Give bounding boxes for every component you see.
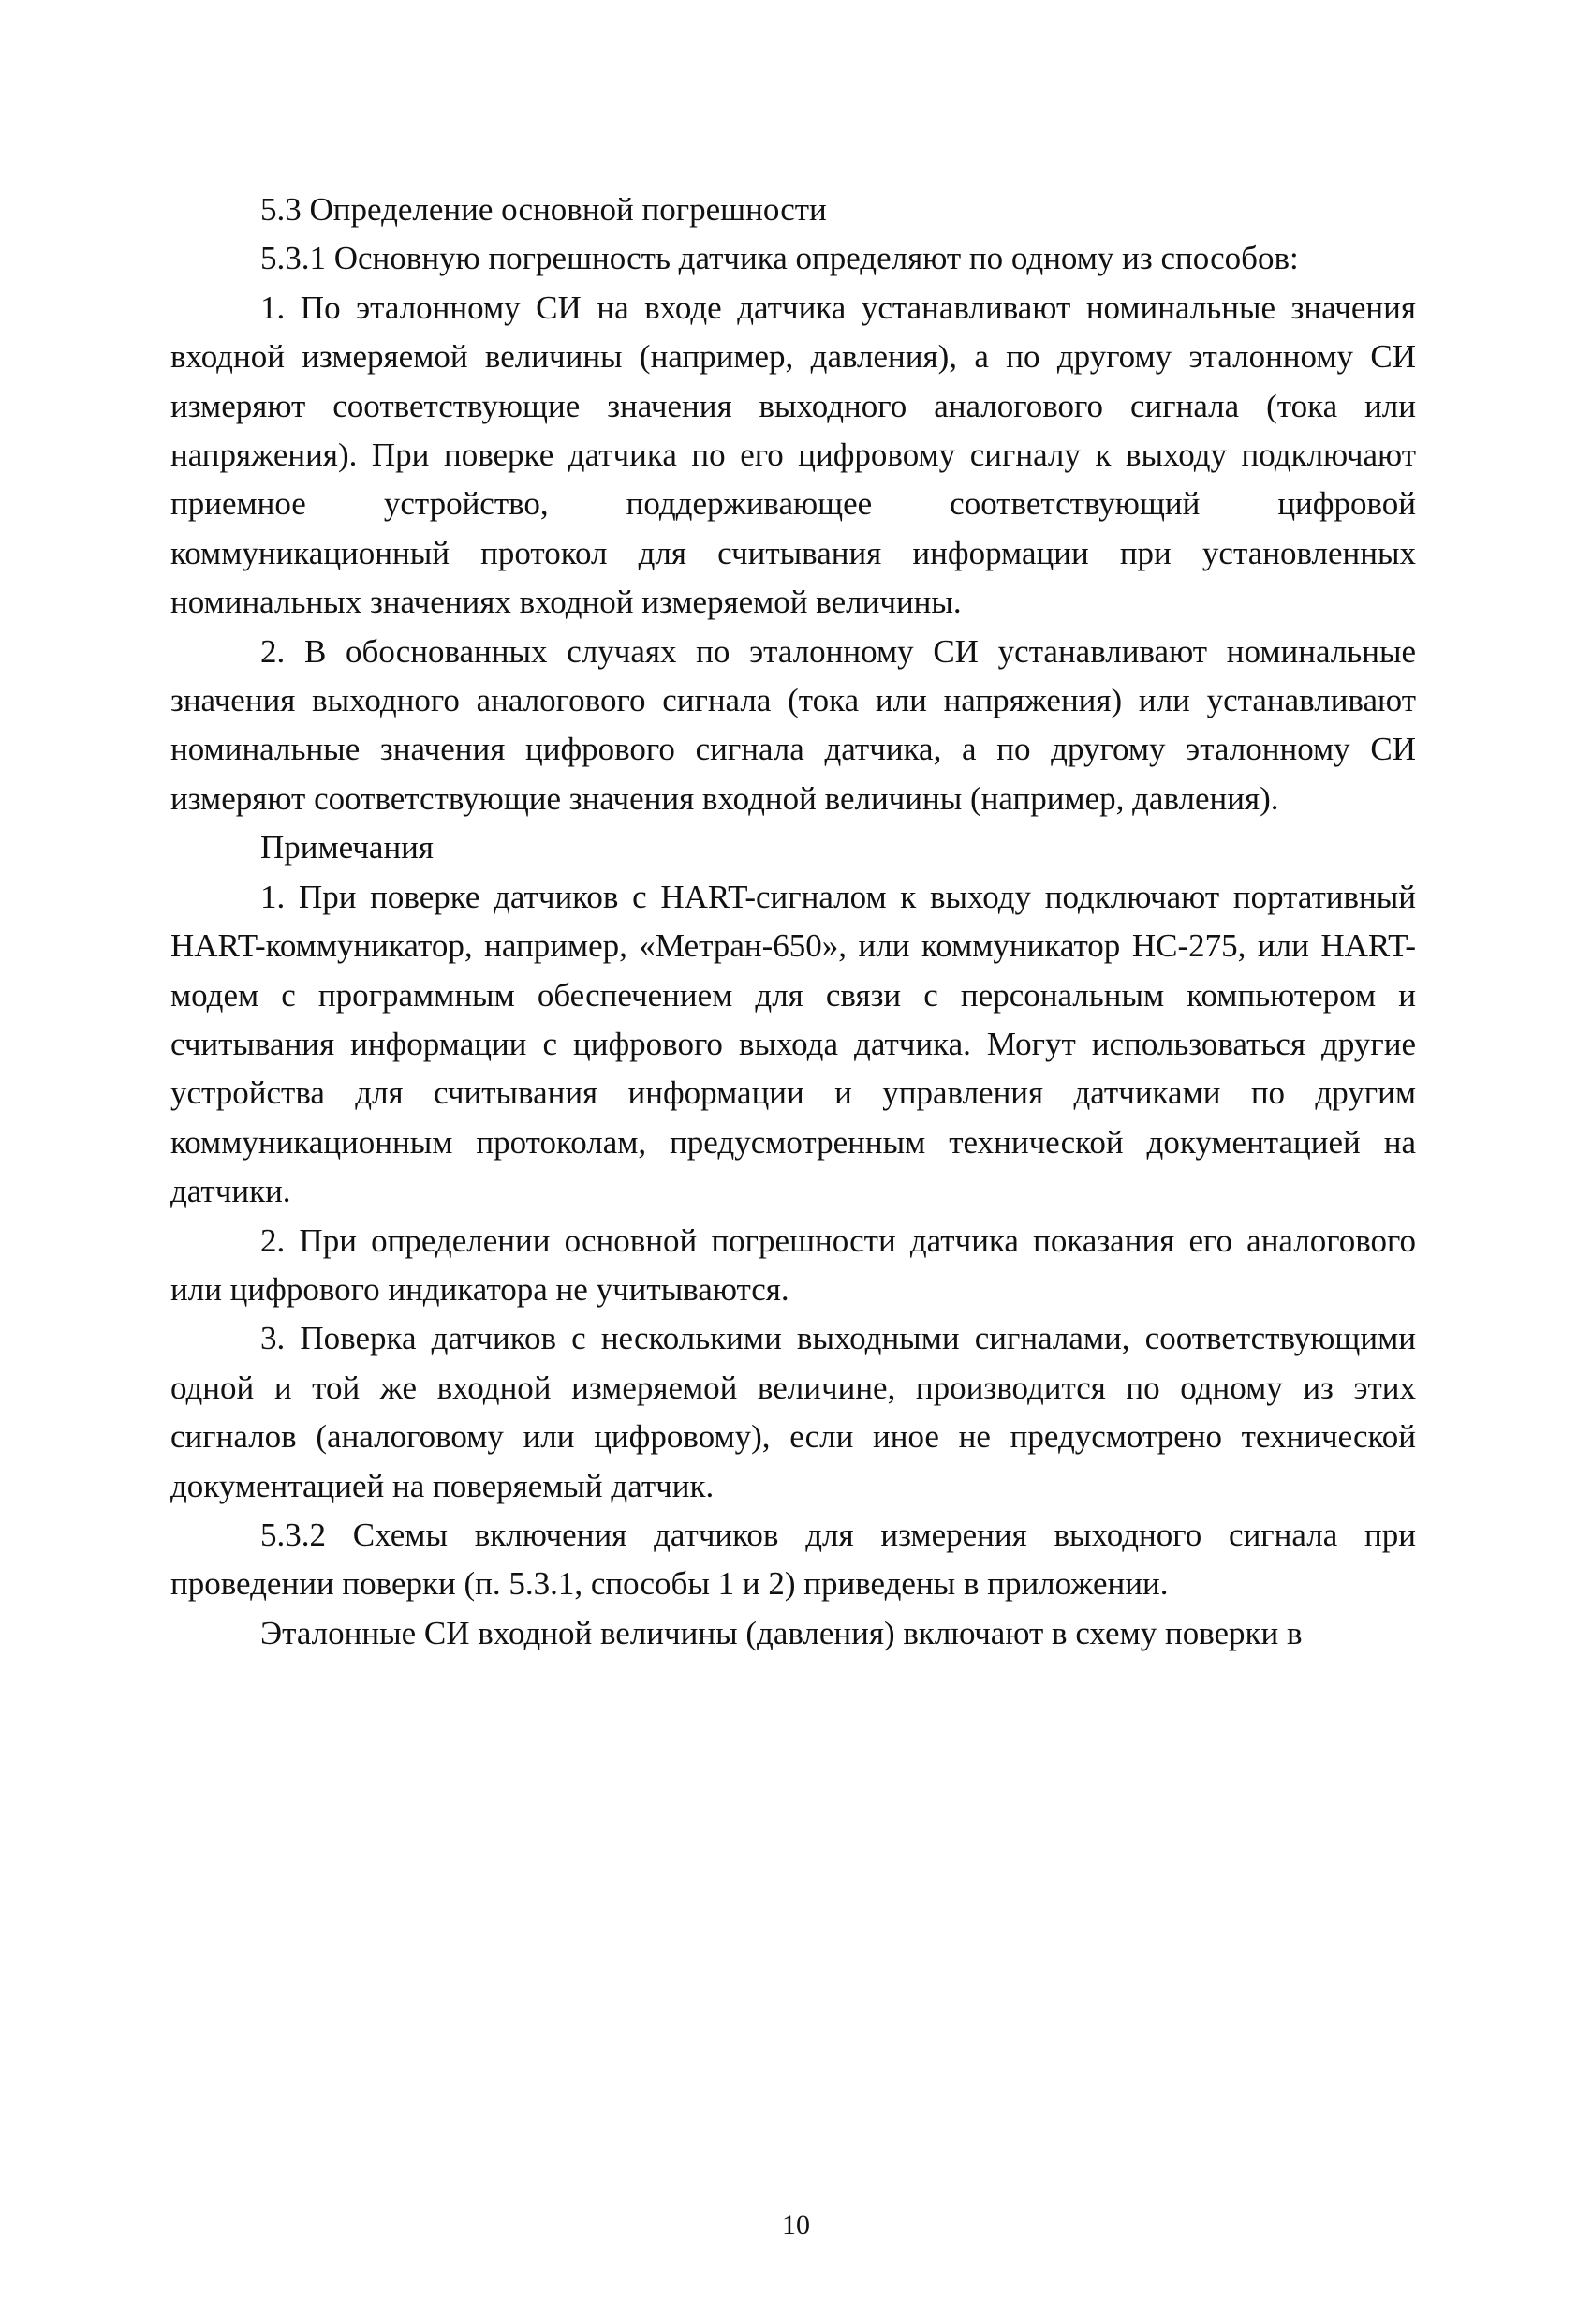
note-2: 2. При определении основной погрешности датчика показания его аналогового или цифрового индикатора не учитываются.	[170, 1221, 1416, 1308]
paragraph-method-2: 2. В обоснованных случаях по эталонному СИ устанавливают номинальные значения выходного аналогового сигнала (тока или напряжения) или устанавливают номинальные значения цифрового сигнала датчика, а по другому эталонному СИ измеряют соответствующие значения входной величины (например, давления).	[170, 632, 1416, 817]
section-heading: 5.3 Определение основной погрешности	[260, 191, 827, 228]
paragraph-5-3-1: 5.3.1 Основную погрешность датчика определяют по одному из способов:	[260, 240, 1299, 277]
paragraph-method-1: 1. По эталонному СИ на входе датчика устанавливают номинальные значения входной измеряемой величины (например, давления), а по другому эталонному СИ измеряют соответствующие значения выходного аналогового сигнала (тока или напряжения). При поверке датчика по его цифровому сигналу к выходу подключают приемное устройство, поддерживающее соответствующий цифровой коммуникационный протокол для считывания информации при установленных номинальных значениях входной измеряемой величины.	[170, 289, 1416, 621]
page-number: 10	[782, 2210, 810, 2241]
note-3: 3. Поверка датчиков с несколькими выходными сигналами, соответствующими одной и той же входной измеряемой величине, производится по одному из этих сигналов (аналоговому или цифровому), если иное не предусмотрено технической документацией на поверяемый датчик.	[170, 1320, 1416, 1504]
body-text	[170, 185, 1416, 1658]
paragraph-last: Эталонные СИ входной величины (давления) включают в схему поверки в	[260, 1614, 1303, 1651]
notes-title: Примечания	[260, 829, 435, 866]
paragraph-5-3-2: 5.3.2 Схемы включения датчиков для измерения выходного сигнала при проведении поверки (п. 5.3.1, способы 1 и 2) приведены в приложении.	[170, 1516, 1416, 1603]
note-1: 1. При поверке датчиков с HART-сигналом к выходу подключают портативный HART-коммуникатор, например, «Метран-650», или коммуникатор НС-275, или HART-модем с программным обеспечением для связи с персональным компьютером и считывания информации с цифрового выхода датчика. Могут использоваться другие устройства для считывания информации и управления датчиками по другим коммуникационным протоколам, предусмотренным технической документацией на датчики.	[170, 878, 1416, 1210]
